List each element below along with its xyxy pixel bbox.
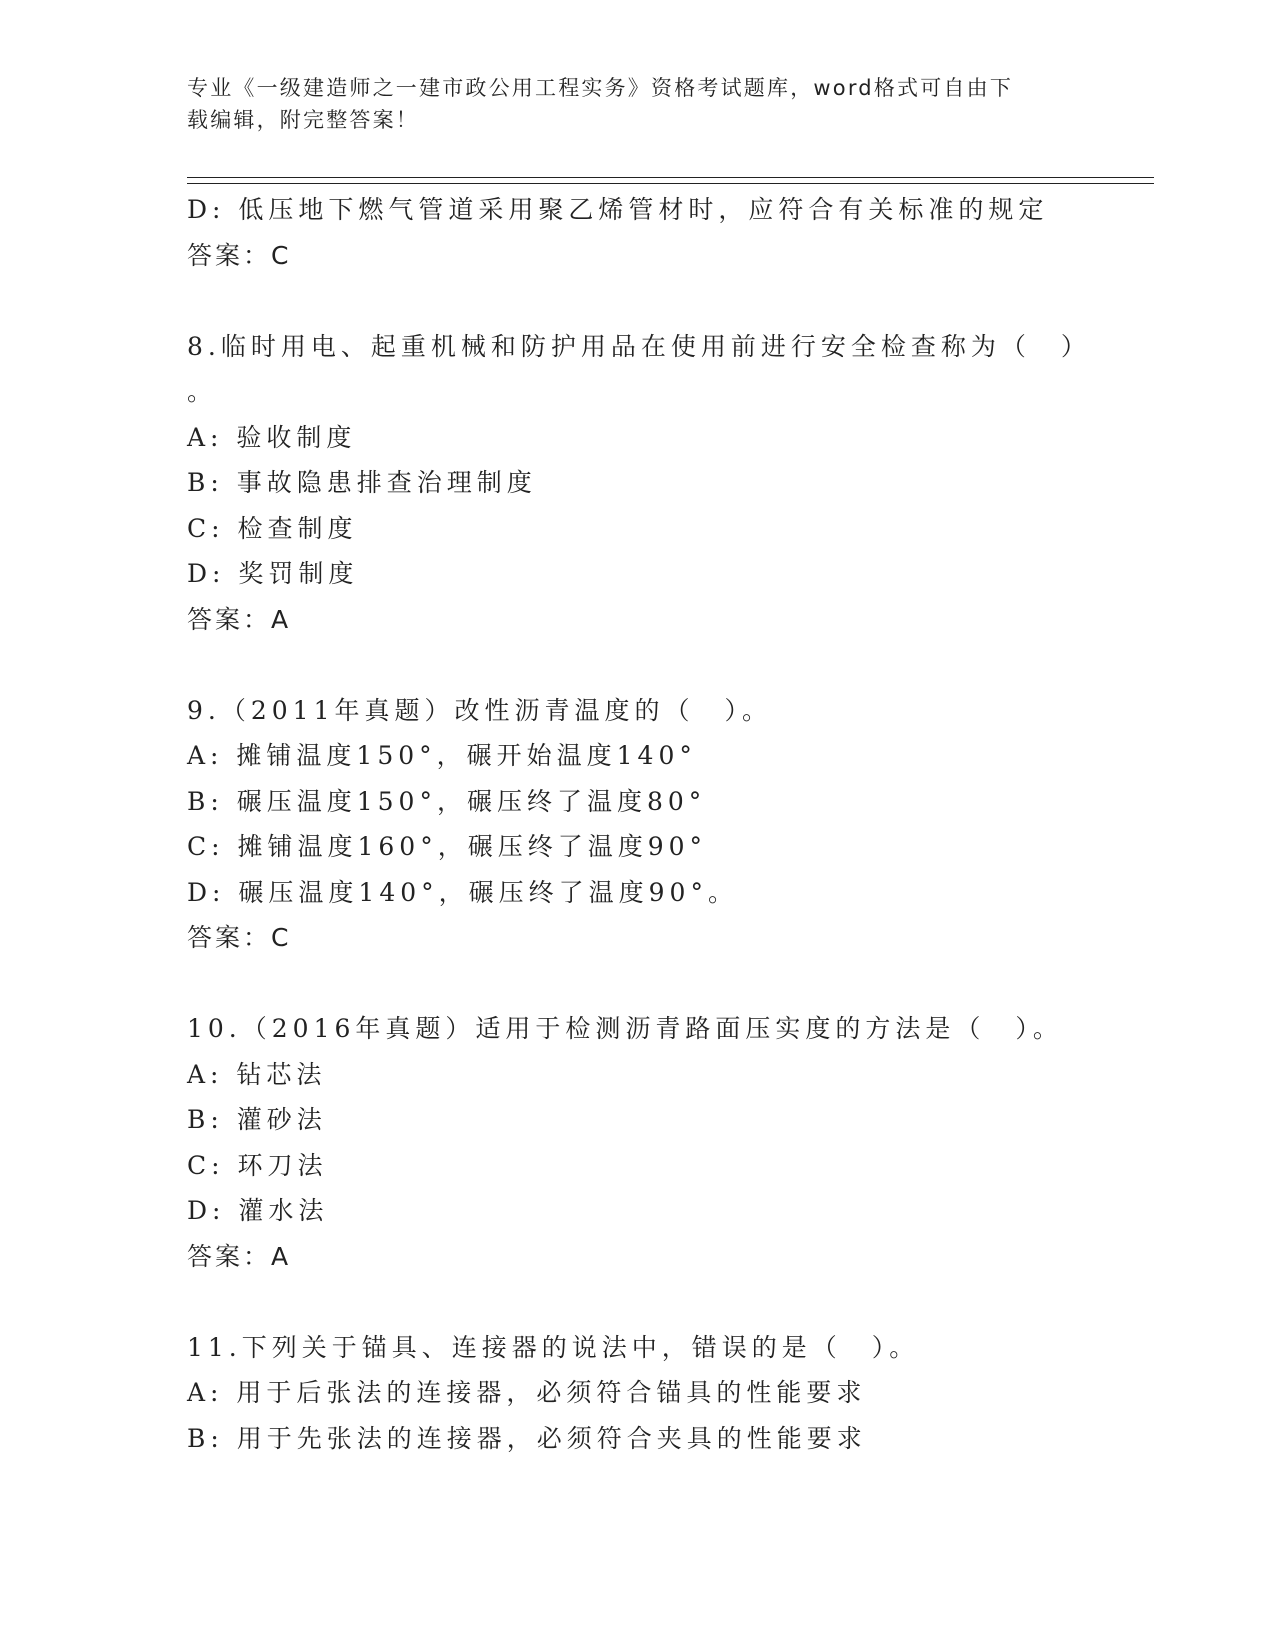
question-11 [187,1325,1087,1462]
question-stem: 10.（2016年真题）适用于检测沥青路面压实度的方法是（ ）。 [187,1014,1063,1043]
option-d: D: 灌水法 [187,1196,329,1225]
answer: 答案：C [187,923,292,952]
option-d: D: 碾压温度140°，碾压终了温度90°。 [187,877,738,907]
spacer [187,278,1087,324]
option-a: A: 摊铺温度150°，碾开始温度140° [187,741,697,770]
answer: 答案：C [187,240,292,270]
question-stem: 9.（2011年真题）改性沥青温度的（ ）。 [187,695,772,725]
answer: 答案：A [187,604,292,634]
header-divider-bottom [187,183,1154,184]
option-b: B: 事故隐患排查治理制度 [187,468,537,497]
header-divider-top [187,177,1154,178]
page-header [187,72,1077,136]
question-stem: 8.临时用电、起重机械和防护用品在使用前进行安全检查称为（ ） [187,331,1091,361]
question-stem: 11.下列关于锚具、连接器的说法中，错误的是（ ）。 [187,1332,920,1362]
question-10 [187,1006,1087,1279]
option-d: D: 奖罚制度 [187,559,359,588]
option-a: A: 用于后张法的连接器，必须符合锚具的性能要求 [187,1378,867,1407]
option-b: B: 灌砂法 [187,1105,327,1134]
header-line-2: 载编辑，附完整答案！ [187,108,419,132]
option-a: A: 钻芯法 [187,1059,327,1089]
option-b: B: 用于先张法的连接器，必须符合夹具的性能要求 [187,1423,867,1453]
previous-question-tail [187,187,1087,278]
question-stem-continued: 。 [187,377,218,406]
option-c: C: 摊铺温度160°，碾压终了温度90° [187,832,708,861]
option-a: A: 验收制度 [187,422,357,452]
option-b: B: 碾压温度150°，碾压终了温度80° [187,786,707,816]
question-8 [187,324,1091,643]
option-c: C: 检查制度 [187,513,358,543]
option-d: D: 低压地下燃气管道采用聚乙烯管材时，应符合有关标准的规定 [187,195,1049,224]
spacer [187,1279,1087,1325]
spacer [187,642,1087,688]
spacer [187,961,1087,1007]
question-9 [187,688,1087,961]
answer: 答案：A [187,1241,292,1271]
question-content [187,187,1091,1461]
header-line-1: 专业《一级建造师之一建市政公用工程实务》资格考试题库，word格式可自由下 [187,76,1014,100]
option-c: C: 环刀法 [187,1150,328,1180]
